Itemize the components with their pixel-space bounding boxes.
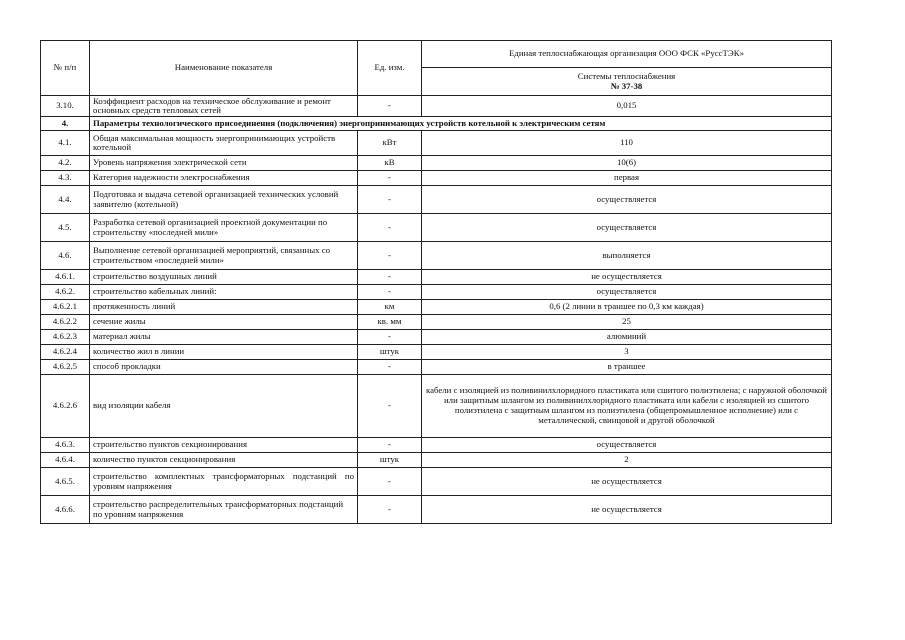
row-name: строительство распределительных трансформаторных подстанций по уровням напряжения [90, 496, 358, 524]
row-name: строительство кабельных линий: [90, 285, 358, 300]
row-value: 10(6) [422, 156, 832, 171]
row-value: первая [422, 171, 832, 186]
table-row [41, 438, 832, 453]
row-unit: кВт [358, 131, 422, 156]
row-num: 3.10. [41, 96, 90, 117]
row-num: 4.6.1. [41, 270, 90, 285]
row-unit: - [358, 330, 422, 345]
row-value: 0,6 (2 линии в траншее по 0,3 км каждая) [422, 300, 832, 315]
row-unit: штук [358, 345, 422, 360]
row-name: материал жилы [90, 330, 358, 345]
row-name: количество жил в линии [90, 345, 358, 360]
table-row [41, 330, 832, 345]
row-name: Уровень напряжения электрической сети [90, 156, 358, 171]
row-num: 4.4. [41, 186, 90, 214]
row-value: 3 [422, 345, 832, 360]
header-systems [422, 68, 832, 96]
section-row [41, 117, 832, 131]
row-num: 4.6.2.2 [41, 315, 90, 330]
table-row [41, 156, 832, 171]
header-systems-num: № 37-38 [610, 80, 643, 91]
row-unit: - [358, 214, 422, 242]
table-row [41, 345, 832, 360]
row-name: Выполнение сетевой организацией мероприятий, связанных со строительством «последней мили» [90, 242, 358, 270]
table-row [41, 214, 832, 242]
row-name: сечение жилы [90, 315, 358, 330]
row-name: способ прокладки [90, 360, 358, 375]
row-value: 2 [422, 453, 832, 468]
row-name: количество пунктов секционирования [90, 453, 358, 468]
row-num: 4.6.4. [41, 453, 90, 468]
header-name: Наименование показателя [90, 41, 358, 96]
row-value: в траншее [422, 360, 832, 375]
header-unit: Ед. изм. [358, 41, 422, 96]
row-num: 4.3. [41, 171, 90, 186]
row-name: строительство воздушных линий [90, 270, 358, 285]
header-systems-label: Системы теплоснабжения [577, 70, 676, 81]
row-num: 4.6.2.1 [41, 300, 90, 315]
row-unit: кВ [358, 156, 422, 171]
row-name: Категория надежности электроснабжения [90, 171, 358, 186]
row-value: выполняется [422, 242, 832, 270]
row-unit: - [358, 496, 422, 524]
table-row [41, 300, 832, 315]
table-row [41, 285, 832, 300]
row-num: 4.6. [41, 242, 90, 270]
row-value: алюминий [422, 330, 832, 345]
header-row [41, 41, 832, 68]
indicators-table [40, 40, 832, 524]
row-num: 4.6.2.3 [41, 330, 90, 345]
row-num: 4.5. [41, 214, 90, 242]
header-num: № п/п [41, 41, 90, 96]
table-row [41, 131, 832, 156]
row-unit: - [358, 171, 422, 186]
table-row [41, 315, 832, 330]
row-value: не осуществляется [422, 468, 832, 496]
row-value: 25 [422, 315, 832, 330]
table-row [41, 468, 832, 496]
row-num: 4.2. [41, 156, 90, 171]
row-value: не осуществляется [422, 270, 832, 285]
row-unit: - [358, 270, 422, 285]
row-num: 4.6.3. [41, 438, 90, 453]
table-row [41, 375, 832, 438]
row-num: 4.1. [41, 131, 90, 156]
row-unit: - [358, 375, 422, 438]
row-unit: - [358, 438, 422, 453]
row-name: Коэффициент расходов на техническое обслуживание и ремонт основных средств тепловых сетей [90, 96, 358, 117]
table-row [41, 360, 832, 375]
table-row [41, 453, 832, 468]
row-unit: км [358, 300, 422, 315]
row-value: осуществляется [422, 186, 832, 214]
table-row [41, 270, 832, 285]
row-name: протяженность линий [90, 300, 358, 315]
row-unit: - [358, 285, 422, 300]
table-row [41, 186, 832, 214]
row-name: строительство комплектных трансформаторных подстанций по уровням напряжения [90, 468, 358, 496]
row-name: вид изоляции кабеля [90, 375, 358, 438]
row-num: 4.6.2. [41, 285, 90, 300]
row-unit: - [358, 360, 422, 375]
row-name: Подготовка и выдача сетевой организацией технических условий заявителю (котельной) [90, 186, 358, 214]
row-num: 4.6.2.5 [41, 360, 90, 375]
row-name: Разработка сетевой организацией проектной документации по строительству «последней мили» [90, 214, 358, 242]
row-value: осуществляется [422, 438, 832, 453]
row-value: не осуществляется [422, 496, 832, 524]
section-title: Параметры технологического присоединения (подключения) энергопринимающих устройств котельной к электрическим сетям [90, 117, 832, 131]
row-unit: кв. мм [358, 315, 422, 330]
row-unit: штук [358, 453, 422, 468]
row-value: 0,015 [422, 96, 832, 117]
table-row [41, 242, 832, 270]
row-unit: - [358, 242, 422, 270]
row-value: осуществляется [422, 285, 832, 300]
row-value: кабели с изоляцией из поливинилхлоридного пластиката или сшитого полиэтилена; с наружной оболочкой или защитным шлангом из поливинилхлоридного пластиката или кабели с изоляцией из сшитого полиэтилена с защитным шлангом из полиэтилена (общепромышленное исполнение) или с металлической, свинцовой и другой оболочкой [422, 375, 832, 438]
row-unit: - [358, 468, 422, 496]
header-org: Единая теплоснабжающая организация ООО ФСК «РуссТЭК» [422, 41, 832, 68]
table-row [41, 496, 832, 524]
row-num: 4.6.6. [41, 496, 90, 524]
row-num: 4.6.2.4 [41, 345, 90, 360]
row-unit: - [358, 186, 422, 214]
row-value: 110 [422, 131, 832, 156]
row-unit: - [358, 96, 422, 117]
section-num: 4. [41, 117, 90, 131]
table-row [41, 96, 832, 117]
table-row [41, 171, 832, 186]
row-name: строительство пунктов секционирования [90, 438, 358, 453]
row-value: осуществляется [422, 214, 832, 242]
row-num: 4.6.2.6 [41, 375, 90, 438]
row-num: 4.6.5. [41, 468, 90, 496]
row-name: Общая максимальная мощность энергопринимающих устройств котельной [90, 131, 358, 156]
